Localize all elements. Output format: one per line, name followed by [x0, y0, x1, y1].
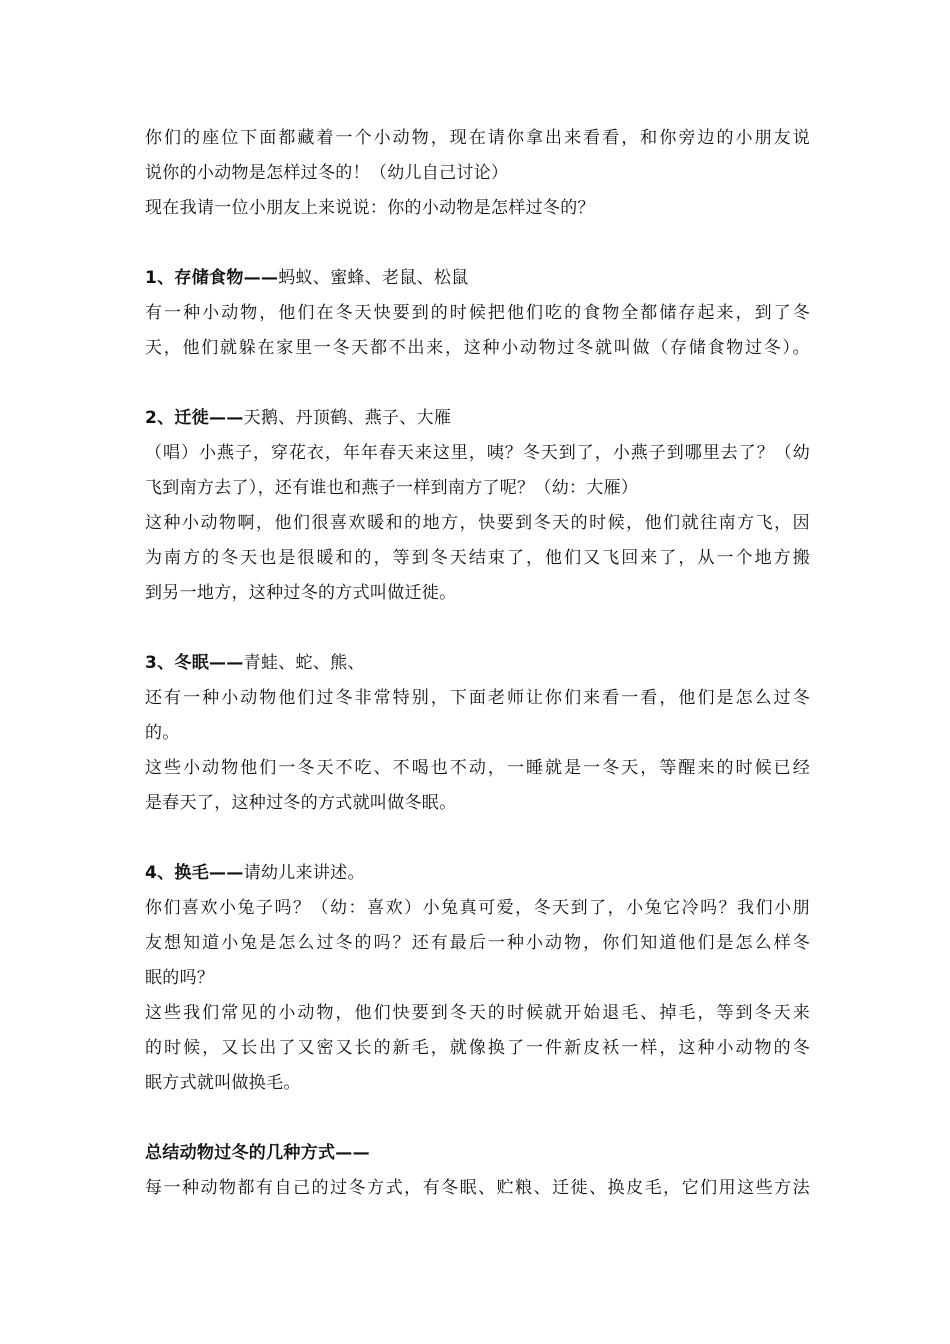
section-4-title: 4、换毛—— [145, 863, 244, 883]
section-1-animals: 蚂蚁、蜜蜂、老鼠、松鼠 [278, 268, 469, 288]
section-2-para-4: 为南方的冬天也是很暖和的，等到冬天结束了，他们又飞回来了，从一个地方搬 [145, 548, 810, 568]
summary-para-1: 每一种动物都有自己的过冬方式，有冬眠、贮粮、迁徙、换皮毛，它们用这些方法 [145, 1178, 810, 1198]
section-2-para-3: 这种小动物啊，他们很喜欢暖和的地方，快要到冬天的时候，他们就往南方飞，因 [145, 513, 810, 533]
summary-title: 总结动物过冬的几种方式—— [145, 1143, 370, 1163]
section-4-para-6: 眠方式就叫做换毛。 [145, 1073, 301, 1093]
section-2-animals: 天鹅、丹顶鹤、燕子、大雁 [243, 408, 452, 428]
section-4-para-5: 的时候，又长出了又密又长的新毛，就像换了一件新皮袄一样，这种小动物的冬 [145, 1038, 810, 1058]
section-4-para-2: 友想知道小兔是怎么过冬的吗？还有最后一种小动物，你们知道他们是怎么样冬 [145, 933, 810, 953]
section-2-para-5: 到另一地方，这种过冬的方式叫做迁徙。 [145, 583, 457, 603]
section-2-para-2: 飞到南方去了），还有谁也和燕子一样到南方了呢？（幼：大雁） [145, 478, 639, 498]
section-1-para-1: 有一种小动物，他们在冬天快要到的时候把他们吃的食物全都储存起来，到了冬 [145, 303, 810, 323]
section-3-para-3: 这些小动物他们一冬天不吃、不喝也不动，一睡就是一冬天，等醒来的时候已经 [145, 758, 810, 778]
section-3-heading [145, 651, 810, 675]
section-2-title: 2、迁徙—— [145, 408, 244, 428]
section-1-title: 1、存储食物—— [145, 268, 279, 288]
section-3-para-1: 还有一种小动物他们过冬非常特别，下面老师让你们来看一看，他们是怎么过冬 [145, 688, 810, 708]
section-4-para-1: 你们喜欢小兔子吗？（幼：喜欢）小兔真可爱，冬天到了，小兔它冷吗？我们小朋 [145, 898, 810, 918]
section-3-para-4: 是春天了，这种过冬的方式就叫做冬眠。 [145, 793, 457, 813]
section-3-animals: 青蛙、蛇、熊、 [243, 653, 365, 673]
section-4-animals: 请幼儿来讲述。 [243, 863, 365, 883]
section-3-title: 3、冬眠—— [145, 653, 244, 673]
section-4-heading [145, 861, 810, 885]
section-3-para-2: 的。 [145, 723, 180, 743]
section-2-para-1: （唱）小燕子，穿花衣，年年春天来这里，咦？冬天到了，小燕子到哪里去了？（幼 [145, 443, 810, 463]
section-1-para-2: 天，他们就躲在家里一冬天都不出来，这种小动物过冬就叫做（存储食物过冬）。 [145, 338, 810, 358]
section-4-para-3: 眠的吗？ [145, 968, 215, 988]
section-4-para-4: 这些我们常见的小动物，他们快要到冬天的时候就开始退毛、掉毛，等到冬天来 [145, 1003, 810, 1023]
intro-line-1: 你们的座位下面都藏着一个小动物，现在请你拿出来看看，和你旁边的小朋友说 [145, 128, 810, 148]
intro-line-3: 现在我请一位小朋友上来说说：你的小动物是怎样过冬的？ [145, 198, 595, 218]
section-2-heading [145, 406, 810, 430]
section-1-heading [145, 266, 810, 290]
intro-line-2: 说你的小动物是怎样过冬的！（幼儿自己讨论） [145, 163, 509, 183]
